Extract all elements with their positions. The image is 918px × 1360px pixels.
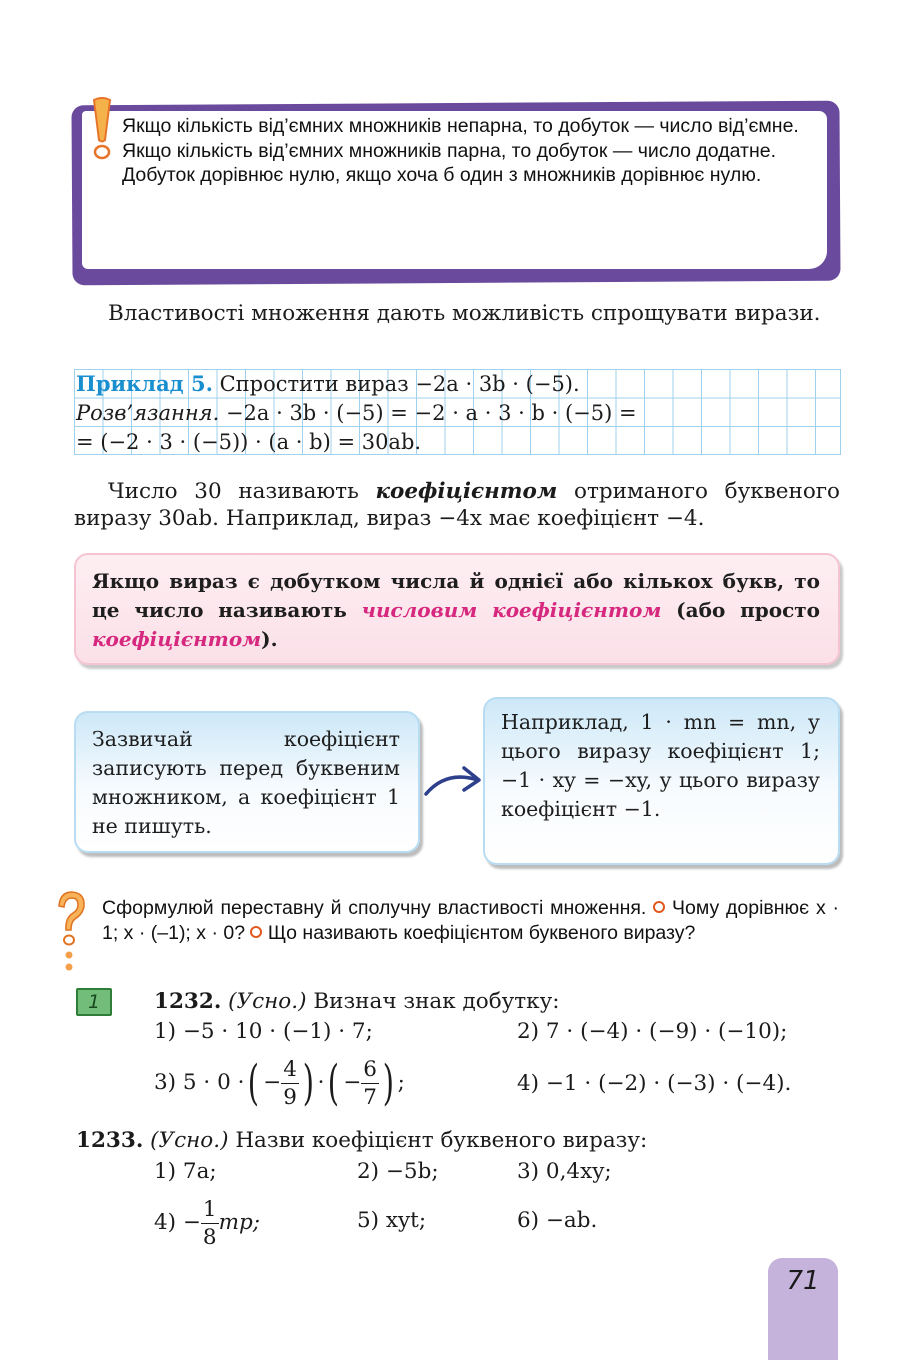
item3-prefix: 3) 5 · 0 · — [154, 1070, 245, 1095]
page-number-tab — [768, 1258, 838, 1360]
ex1233-item-5: 5) xyt; — [357, 1208, 427, 1233]
ex1232-item-2: 2) 7 · (−4) · (−9) · (−10); — [517, 1019, 788, 1044]
rule-line-1: Якщо кількість від’ємних множників непарна, то добуток — число від’ємне. — [122, 115, 799, 137]
exercise-number: 1232. — [154, 989, 222, 1014]
arrow-right-icon — [422, 760, 484, 800]
question-mark-icon — [54, 890, 88, 974]
ex1233-item-1: 1) 7a; — [154, 1159, 217, 1184]
paren-open: ( — [328, 1055, 340, 1111]
definition-text-1: Якщо вираз є добутком числа й однієї або кількох букв, то це число називають — [92, 569, 820, 622]
definition-box — [74, 553, 840, 665]
fraction-2: $\frac{6}{7}$ — [363, 1056, 377, 1110]
ex1232-item-4: 4) −1 · (−2) · (−3) · (−4). — [517, 1071, 792, 1096]
ex1232-item-3: 3) 5 · 0 · ( − $\frac{4}{9}$ ) · ( − $\frac{6}{7}$ ) ; — [154, 1055, 405, 1111]
questions-block — [102, 896, 839, 945]
fraction-3: $\frac{1}{8}$ — [202, 1196, 217, 1250]
exercise-prompt: Назви коефіцієнт буквеного виразу: — [235, 1128, 648, 1153]
ex1233-item-2: 2) −5b; — [357, 1159, 439, 1184]
paren-close: ) — [302, 1055, 314, 1111]
exclamation-icon — [88, 96, 116, 162]
exercise-prompt: Визнач знак добутку: — [313, 989, 560, 1014]
exercise-number: 1233. — [76, 1128, 144, 1153]
question-2: Чому дорівнює x · 1; x · (–1); x · 0? — [102, 897, 840, 944]
ex1232-item-1: 1) −5 · 10 · (−1) · 7; — [154, 1019, 373, 1044]
level-badge — [76, 988, 112, 1016]
paren-close: ) — [382, 1055, 394, 1111]
item4-suffix: mp; — [218, 1210, 261, 1235]
exercise-mode: (Усно.) — [228, 989, 307, 1014]
note-right-text: Наприклад, 1 · mn = mn, у цього виразу коефіцієнт 1; −1 · xy = −xy, у цього виразу коефіцієнт −1. — [501, 710, 820, 821]
ex1233-item-3: 3) 0,4xy; — [517, 1159, 612, 1184]
question-3: Що називають коефіцієнтом буквеного виразу? — [267, 921, 696, 944]
solution-step-1: −2a · 3b · (−5) = −2 · a · 3 · b · (−5) = — [225, 401, 637, 425]
bullet-icon — [250, 926, 262, 938]
ex1233-item-6: 6) −ab. — [517, 1208, 598, 1233]
coefficient-paragraph — [74, 478, 840, 532]
level-badge-number: 1 — [87, 991, 101, 1013]
example-line-2 — [76, 399, 637, 427]
note-left-text: Зазвичай коефіцієнт записують перед буквеним множником, а коефіцієнт 1 не пишуть. — [92, 727, 400, 838]
exercise-mode: (Усно.) — [150, 1128, 229, 1153]
note-box-left — [74, 711, 420, 853]
page-number: 71 — [786, 1266, 820, 1296]
definition-text-2: (або просто — [661, 598, 820, 622]
coef-text-after: отриманого буквеного виразу 30ab. Наприклад, вираз −4x має коефіцієнт −4. — [74, 479, 840, 531]
ex1233-item-4 — [154, 1190, 260, 1256]
rule-box — [82, 111, 827, 269]
definition-term-1: числовим коефіцієнтом — [361, 598, 662, 622]
exercise-1233-title — [76, 1127, 647, 1155]
coef-text-before: Число 30 називають — [108, 479, 376, 504]
definition-text-3: ). — [261, 627, 278, 651]
rule-line-3: Добуток дорівнює нулю, якщо хоча б один з множників дорівнює нулю. — [122, 164, 762, 187]
exercise-1232-title — [154, 988, 560, 1016]
example-label: Приклад 5. — [76, 371, 213, 396]
bullet-icon — [653, 901, 665, 913]
intro-paragraph: Властивості множення дають можливість спрощувати вирази. — [108, 301, 821, 326]
item4-prefix: 4) − — [154, 1210, 201, 1235]
paren-open: ( — [248, 1055, 260, 1111]
rule-line-2: Якщо кількість від’ємних множників парна, то добуток — число додатне. — [122, 139, 776, 162]
example-line-1 — [76, 370, 580, 398]
coef-term: коефіцієнтом — [375, 479, 558, 504]
example-task: Спростити вираз −2a · 3b · (−5). — [219, 372, 580, 396]
question-1: Сформулюй переставну й сполучну властивості множення. — [102, 897, 647, 919]
fraction-1: $\frac{4}{9}$ — [283, 1056, 297, 1110]
solution-label: Розв’язання. — [76, 401, 220, 425]
note-box-right — [483, 697, 840, 865]
solution-step-2: = (−2 · 3 · (−5)) · (a · b) = 30ab. — [76, 430, 422, 454]
definition-term-2: коефіцієнтом — [92, 627, 262, 651]
